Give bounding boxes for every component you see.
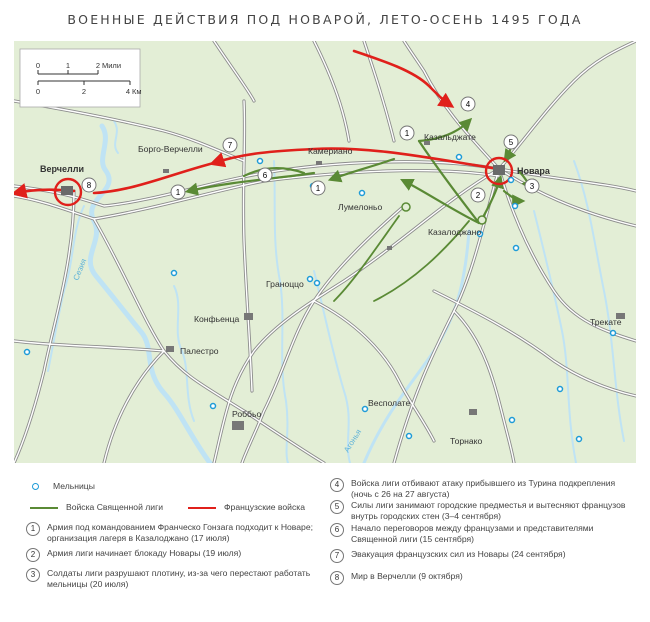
label-trecate: Трекате <box>590 317 622 327</box>
event-marker-7 <box>223 138 237 152</box>
mill-icon <box>25 350 30 355</box>
scale-mile-0: 0 <box>35 61 41 70</box>
event-marker-5 <box>504 135 518 149</box>
mill-icon <box>510 418 515 423</box>
event-marker-6 <box>258 168 272 182</box>
label-granozzo: Граноццо <box>266 279 304 289</box>
mill-icon <box>360 191 365 196</box>
label-vespolate: Весполате <box>368 398 411 408</box>
svg-text:1: 1 <box>404 129 410 138</box>
league-line-swatch <box>30 507 58 509</box>
scale-km-label: Км <box>132 87 142 96</box>
mill-icon <box>315 281 320 286</box>
label-casalgiate2: Казалоджано <box>428 227 482 237</box>
french-line-swatch <box>188 507 216 509</box>
event-marker-1c <box>171 185 185 199</box>
svg-text:4: 4 <box>465 100 471 109</box>
mill-icon <box>32 483 39 490</box>
legend-item-3: 3 Солдаты лиги разрушают плотину, из-за чего перестают работать мельницы (20 июля) <box>26 568 318 589</box>
label-casalgiate: Казальджате <box>424 132 476 142</box>
scale-km-0: 0 <box>35 87 41 96</box>
mill-icon <box>258 159 263 164</box>
map <box>14 41 636 463</box>
mill-icon <box>457 155 462 160</box>
scale-mile-1: 1 <box>65 61 71 70</box>
legend-item-2: 2 Армия лиги начинает блокаду Новары (19 июля) <box>26 548 318 562</box>
label-borgo-vercelli: Борго-Верчелли <box>138 144 203 154</box>
svg-text:7: 7 <box>227 141 233 150</box>
mill-icon <box>211 404 216 409</box>
label-lumellogno: Лумелоньо <box>338 202 383 212</box>
mill-icon <box>308 277 313 282</box>
label-vercelli: Верчелли <box>40 164 84 174</box>
event-marker-2 <box>471 188 485 202</box>
legend-item-7: 7 Эвакуация французских сил из Новары (24 сентября) <box>330 549 630 563</box>
svg-text:1: 1 <box>315 184 321 193</box>
mill-icon <box>363 407 368 412</box>
svg-text:8: 8 <box>86 181 92 190</box>
scale-km-4: 4 <box>125 87 131 96</box>
legend-item-6: 6 Начало переговоров между французами и представителями Священной лиги (15 сентября) <box>330 523 630 544</box>
label-palestro: Палестро <box>180 346 219 356</box>
mill-icon <box>558 387 563 392</box>
legend-item-4: 4 Войска лиги отбивают атаку прибывшего из Турина подкрепления (ночь с 26 на 27 августа) <box>330 478 630 499</box>
legend-item-5: 5 Силы лиги занимают городские предместья и вытесняют французов внутрь городских стен (3–4 сентября) <box>330 500 630 521</box>
label-confienza: Конфьенца <box>194 314 240 324</box>
svg-text:6: 6 <box>262 171 268 180</box>
mill-icon <box>577 437 582 442</box>
svg-text:1: 1 <box>175 188 181 197</box>
mill-icon <box>509 178 514 183</box>
mill-icon <box>407 434 412 439</box>
scale-bar <box>20 49 142 107</box>
event-marker-8 <box>82 178 96 192</box>
label-sesia: Сезия <box>71 257 89 282</box>
scale-km-2: 2 <box>81 87 87 96</box>
event-marker-3 <box>525 179 539 193</box>
legend-item-8: 8 Мир в Верчелли (9 октября) <box>330 571 630 585</box>
event-marker-1b <box>311 181 325 195</box>
legend-item-1: 1 Армия под командованием Франческо Гонзага подходит к Новаре; организация лагеря в Казалоджано (17 июля) <box>26 522 318 543</box>
legend <box>0 470 650 622</box>
mill-icon <box>513 204 518 209</box>
legend-french-troops: Французские войска <box>188 502 305 513</box>
mill-icon <box>611 331 616 336</box>
svg-text:2: 2 <box>475 191 481 200</box>
label-cameriano: Камериано <box>308 146 353 156</box>
label-novara: Новара <box>517 166 550 176</box>
event-marker-1a <box>400 126 414 140</box>
event-marker-4 <box>461 97 475 111</box>
scale-mile-2: 2 <box>95 61 101 70</box>
label-tornaco: Торнако <box>450 436 483 446</box>
map-title: ВОЕННЫЕ ДЕЙСТВИЯ ПОД НОВАРОЙ, ЛЕТО-ОСЕНЬ 1495 ГОДА <box>67 12 583 27</box>
legend-league-troops: Войска Священной лиги <box>30 502 163 513</box>
mill-icon <box>514 246 519 251</box>
svg-text:5: 5 <box>508 138 514 147</box>
mill-icon <box>172 271 177 276</box>
label-agogna: Агонья <box>342 427 364 455</box>
label-robbio: Роббьо <box>232 409 262 419</box>
svg-text:3: 3 <box>529 182 535 191</box>
legend-mills: Мельницы <box>26 481 95 492</box>
scale-miles-label: Мили <box>102 61 122 70</box>
